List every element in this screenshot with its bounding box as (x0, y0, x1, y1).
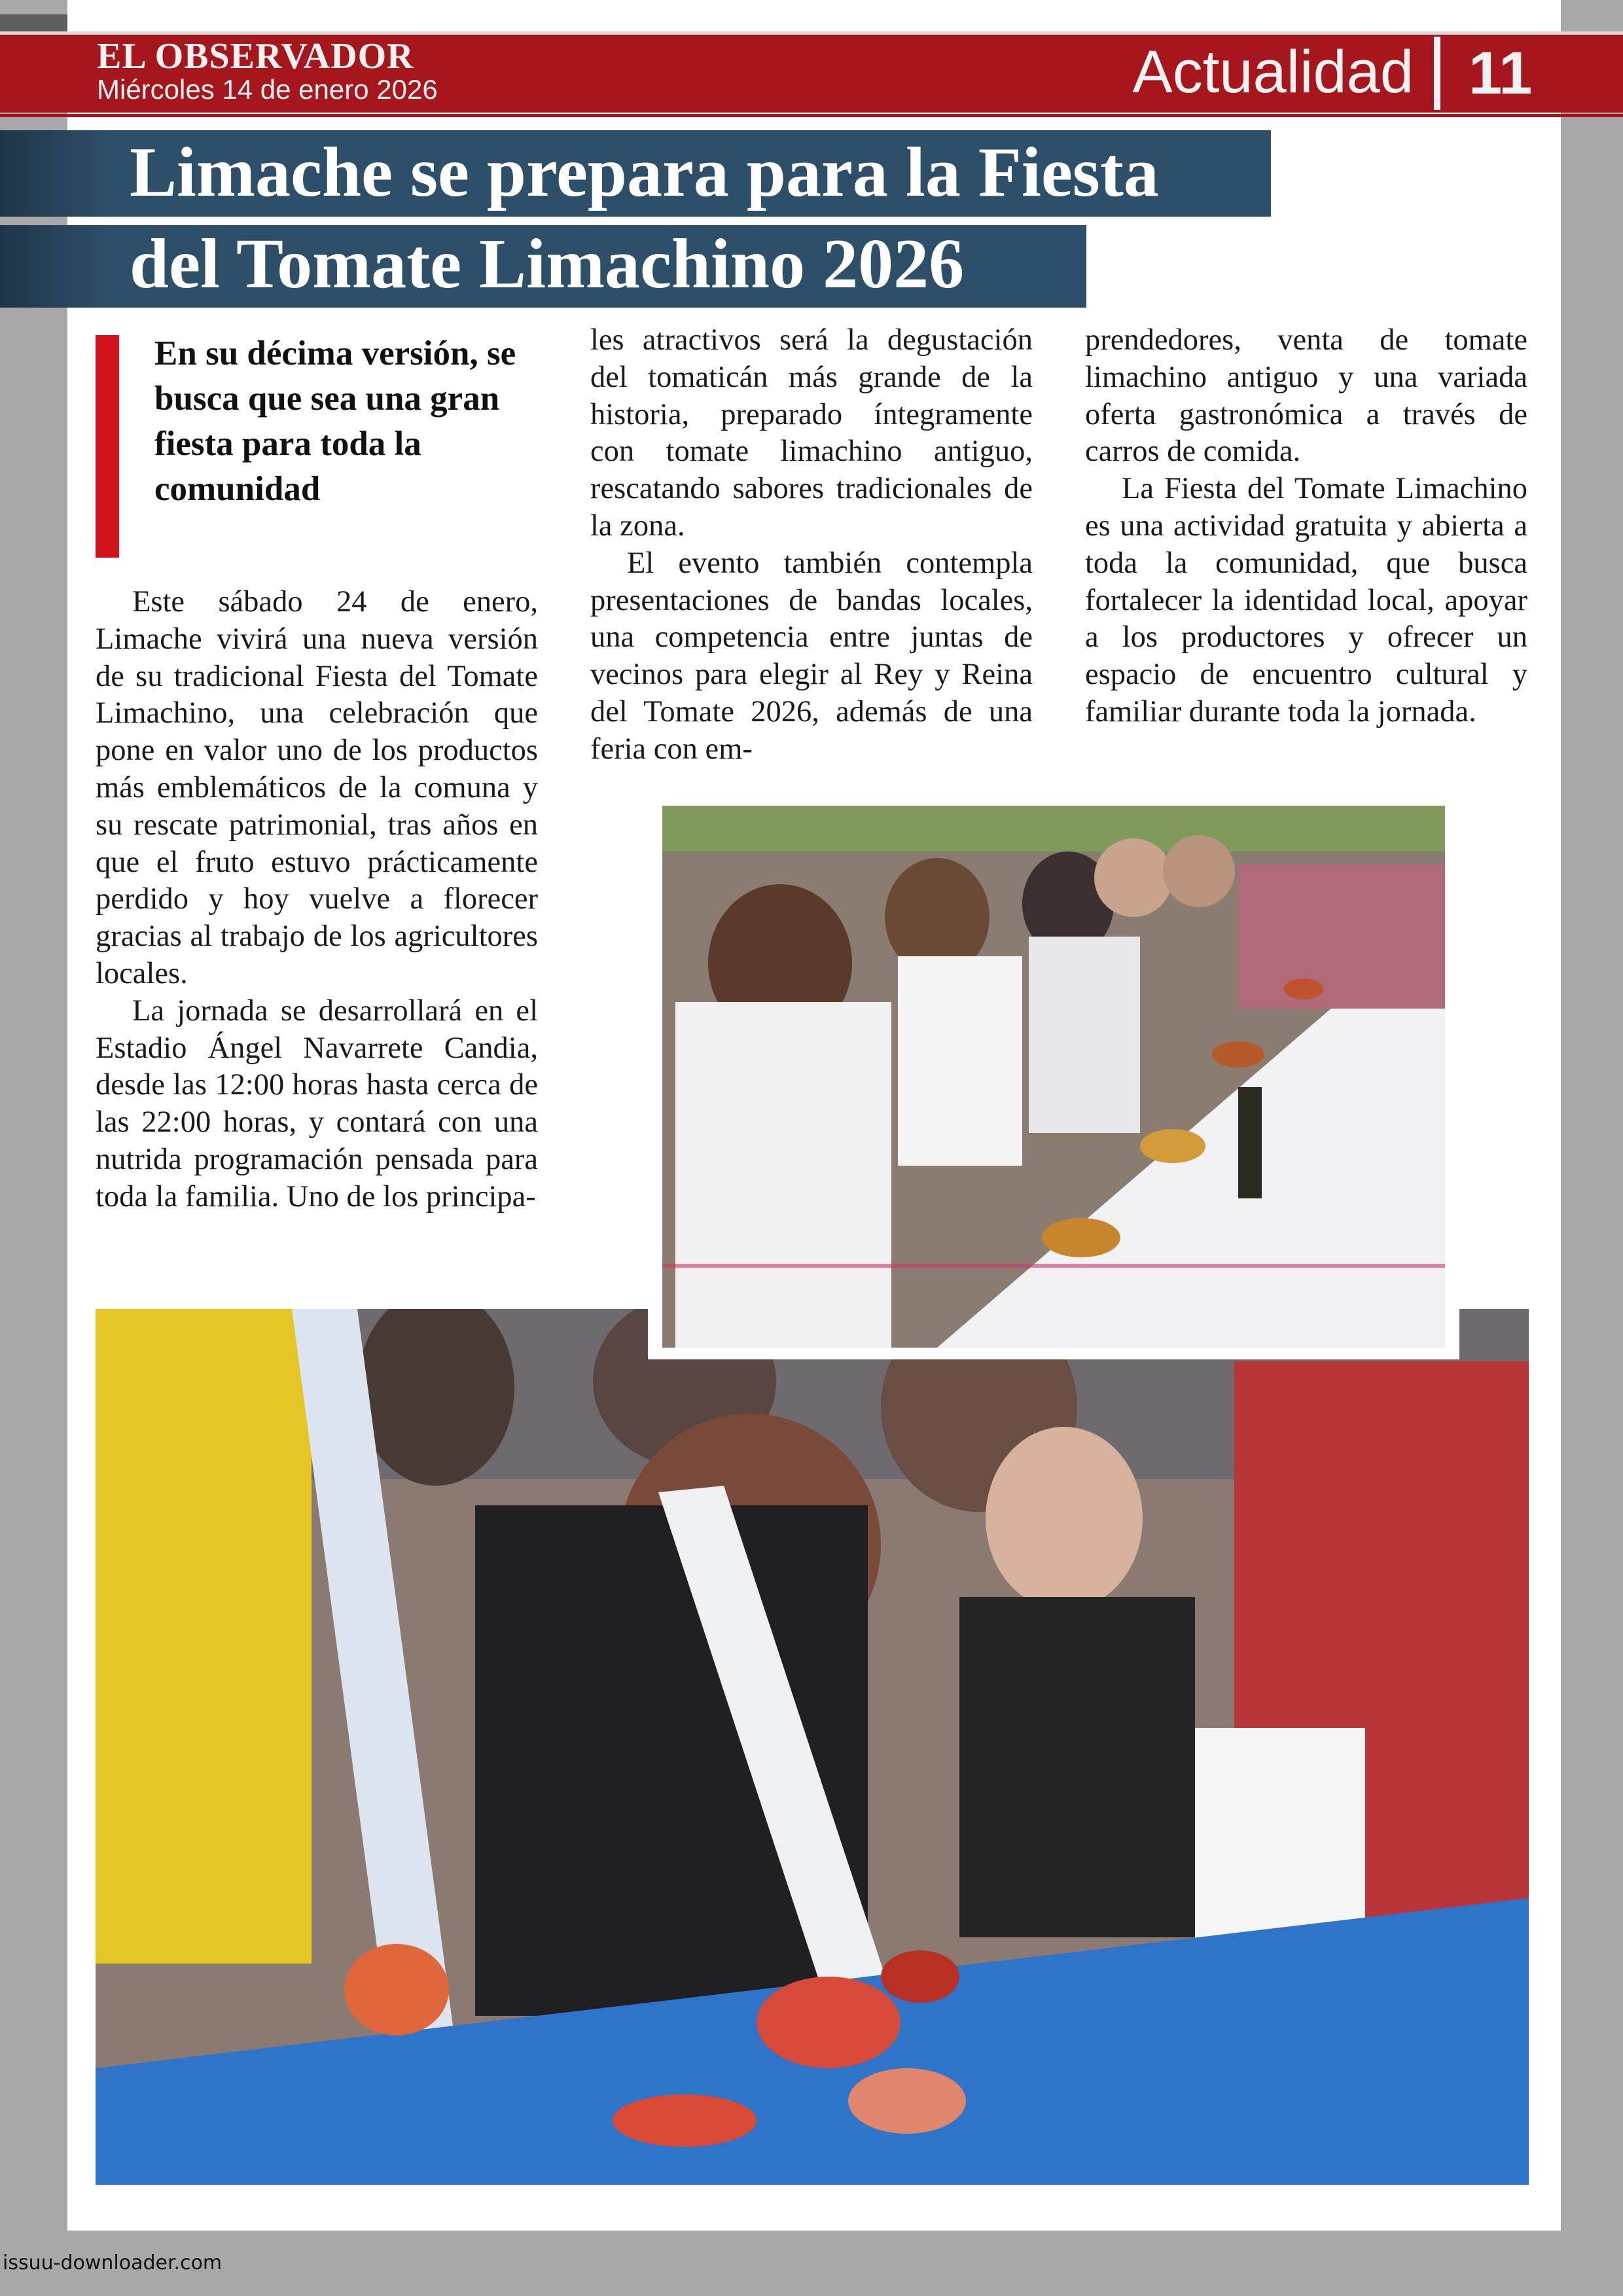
issue-date: Miércoles 14 de enero 2026 (97, 74, 438, 105)
article-column-3 (1085, 322, 1527, 731)
contest-photo-illustration (96, 1309, 1529, 2185)
header-divider (1434, 37, 1440, 110)
header-rule (0, 114, 1623, 117)
headline-line-2: del Tomate Limachino 2026 (130, 225, 965, 303)
paragraph: La Fiesta del Tomate Limachino es una actividad gratuita y abierta a toda la comunidad, que busca fortalecer la identidad local, apoyar a los productores y ofrecer un espacio de encuentro cultural y familiar durante toda la jornada. (1085, 472, 1527, 728)
article-column-1 (96, 584, 538, 1216)
publication-name: EL OBSERVADOR (97, 36, 414, 77)
paragraph: El evento también contempla presentaciones de bandas locales, una competencia entre juntas de vecinos para elegir al Rey y Reina del Tomate 2026, además de una feria con em- (590, 546, 1033, 766)
section-name: Actualidad (1132, 39, 1414, 105)
headline-line-1: Limache se prepara para la Fiesta (130, 134, 1159, 211)
tasting-photo-illustration (662, 806, 1445, 1348)
paragraph: La jornada se desarrollará en el Estadio Ángel Navarrete Candia, desde las 12:00 horas hasta cerca de las 22:00 horas, y contará con una nutrida programación pensada para toda la familia. Uno de los principa- (96, 994, 538, 1213)
article-subtitle: En su décima versión, se busca que sea una gran fiesta para toda la comunidad (154, 334, 516, 508)
subtitle-accent-bar (96, 335, 119, 558)
paragraph: les atractivos será la degustación del tomaticán más grande de la historia, preparado íntegramente con tomate limachino antiguo, rescatando sabores tradicionales de la zona. (590, 323, 1033, 543)
watermark: issuu-downloader.com (3, 2251, 223, 2274)
page-number: 11 (1469, 40, 1533, 107)
paragraph: Este sábado 24 de enero, Limache vivirá una nueva versión de su tradicional Fiesta del Tomate Limachino, una celebración que pone en valor uno de los productos más emblemáticos de la comuna y su rescate patrimonial, tras años en que el fruto estuvo prácticamente perdido y hoy vuelve a florecer gracias al trabajo de los agricultores locales. (96, 585, 538, 990)
article-column-2 (590, 322, 1033, 768)
tasting-photo-image (662, 806, 1445, 1348)
tasting-photo (648, 795, 1459, 1359)
paragraph: prendedores, venta de tomate limachino antiguo y una variada oferta gastronómica a través de carros de comida. (1085, 323, 1527, 469)
contest-photo (96, 1309, 1529, 2185)
